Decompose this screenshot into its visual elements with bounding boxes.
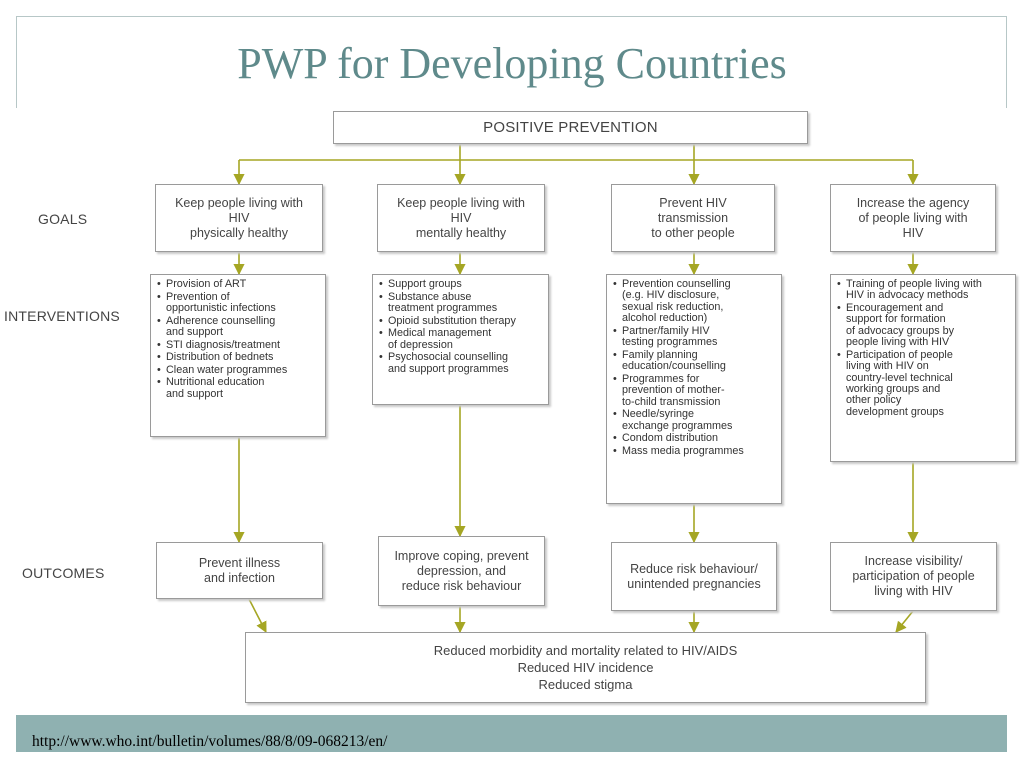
outcome-box-improve-coping: Improve coping, prevent depression, and reduce risk behaviour bbox=[378, 536, 545, 606]
intervention-item: • Training of people living with HIV in advocacy methods bbox=[837, 279, 1009, 302]
intervention-item: • Needle/syringe exchange programmes bbox=[613, 409, 775, 432]
intervention-item: • Participation of people living with HIV on country-level technical working groups and other policy development groups bbox=[837, 350, 1009, 418]
intervention-item: • STI diagnosis/treatment bbox=[157, 340, 319, 351]
intervention-item: • Mass media programmes bbox=[613, 446, 775, 457]
intervention-item: • Nutritional education and support bbox=[157, 377, 319, 400]
intervention-item: • Partner/family HIV testing programmes bbox=[613, 326, 775, 349]
goal-box-physical-health: Keep people living with HIV physically healthy bbox=[155, 184, 323, 252]
intervention-item: • Psychosocial counselling and support programmes bbox=[379, 352, 542, 375]
goal-box-increase-agency: Increase the agency of people living with HIV bbox=[830, 184, 996, 252]
pwp-diagram bbox=[0, 108, 1024, 715]
row-label-interventions: INTERVENTIONS bbox=[4, 308, 120, 324]
outcome-box-prevent-illness: Prevent illness and infection bbox=[156, 542, 323, 599]
row-label-goals: GOALS bbox=[38, 211, 88, 227]
intervention-item: • Condom distribution bbox=[613, 433, 775, 444]
arrow-out-4-to-final bbox=[896, 611, 913, 632]
intervention-item: • Prevention of opportunistic infections bbox=[157, 292, 319, 315]
intervention-item: • Prevention counselling (e.g. HIV disclosure, sexual risk reduction, alcohol reduction) bbox=[613, 279, 775, 325]
goal-box-prevent-transmission: Prevent HIV transmission to other people bbox=[611, 184, 775, 252]
outcome-box-increase-visibility: Increase visibility/ participation of people living with HIV bbox=[830, 542, 997, 611]
interventions-box-physical bbox=[150, 274, 326, 437]
intervention-item: • Support groups bbox=[379, 279, 542, 290]
intervention-item: • Substance abuse treatment programmes bbox=[379, 292, 542, 315]
interventions-box-mental bbox=[372, 274, 549, 405]
source-url[interactable]: http://www.who.int/bulletin/volumes/88/8/09-068213/en/ bbox=[32, 733, 388, 750]
interventions-box-transmission bbox=[606, 274, 782, 504]
intervention-item: • Clean water programmes bbox=[157, 365, 319, 376]
slide-frame-top bbox=[16, 16, 1007, 17]
interventions-box-agency bbox=[830, 274, 1016, 462]
positive-prevention-box: POSITIVE PREVENTION bbox=[333, 111, 808, 144]
intervention-item: • Opioid substitution therapy bbox=[379, 316, 542, 327]
intervention-item: • Distribution of bednets bbox=[157, 352, 319, 363]
arrow-out-1-to-final bbox=[249, 599, 266, 632]
intervention-item: • Medical management of depression bbox=[379, 328, 542, 351]
slide-title: PWP for Developing Countries bbox=[237, 39, 787, 88]
final-outcomes-box: Reduced morbidity and mortality related to HIV/AIDS Reduced HIV incidence Reduced stigma bbox=[245, 632, 926, 703]
row-label-outcomes: OUTCOMES bbox=[22, 565, 105, 581]
intervention-item: • Family planning education/counselling bbox=[613, 350, 775, 373]
intervention-item: • Adherence counselling and support bbox=[157, 316, 319, 339]
intervention-item: • Encouragement and support for formation of advocacy groups by people living with HIV bbox=[837, 303, 1009, 349]
intervention-item: • Programmes for prevention of mother- to-child transmission bbox=[613, 374, 775, 408]
outcome-box-reduce-risk: Reduce risk behaviour/ unintended pregnancies bbox=[611, 542, 777, 611]
intervention-item: • Provision of ART bbox=[157, 279, 319, 290]
goal-box-mental-health: Keep people living with HIV mentally healthy bbox=[377, 184, 545, 252]
